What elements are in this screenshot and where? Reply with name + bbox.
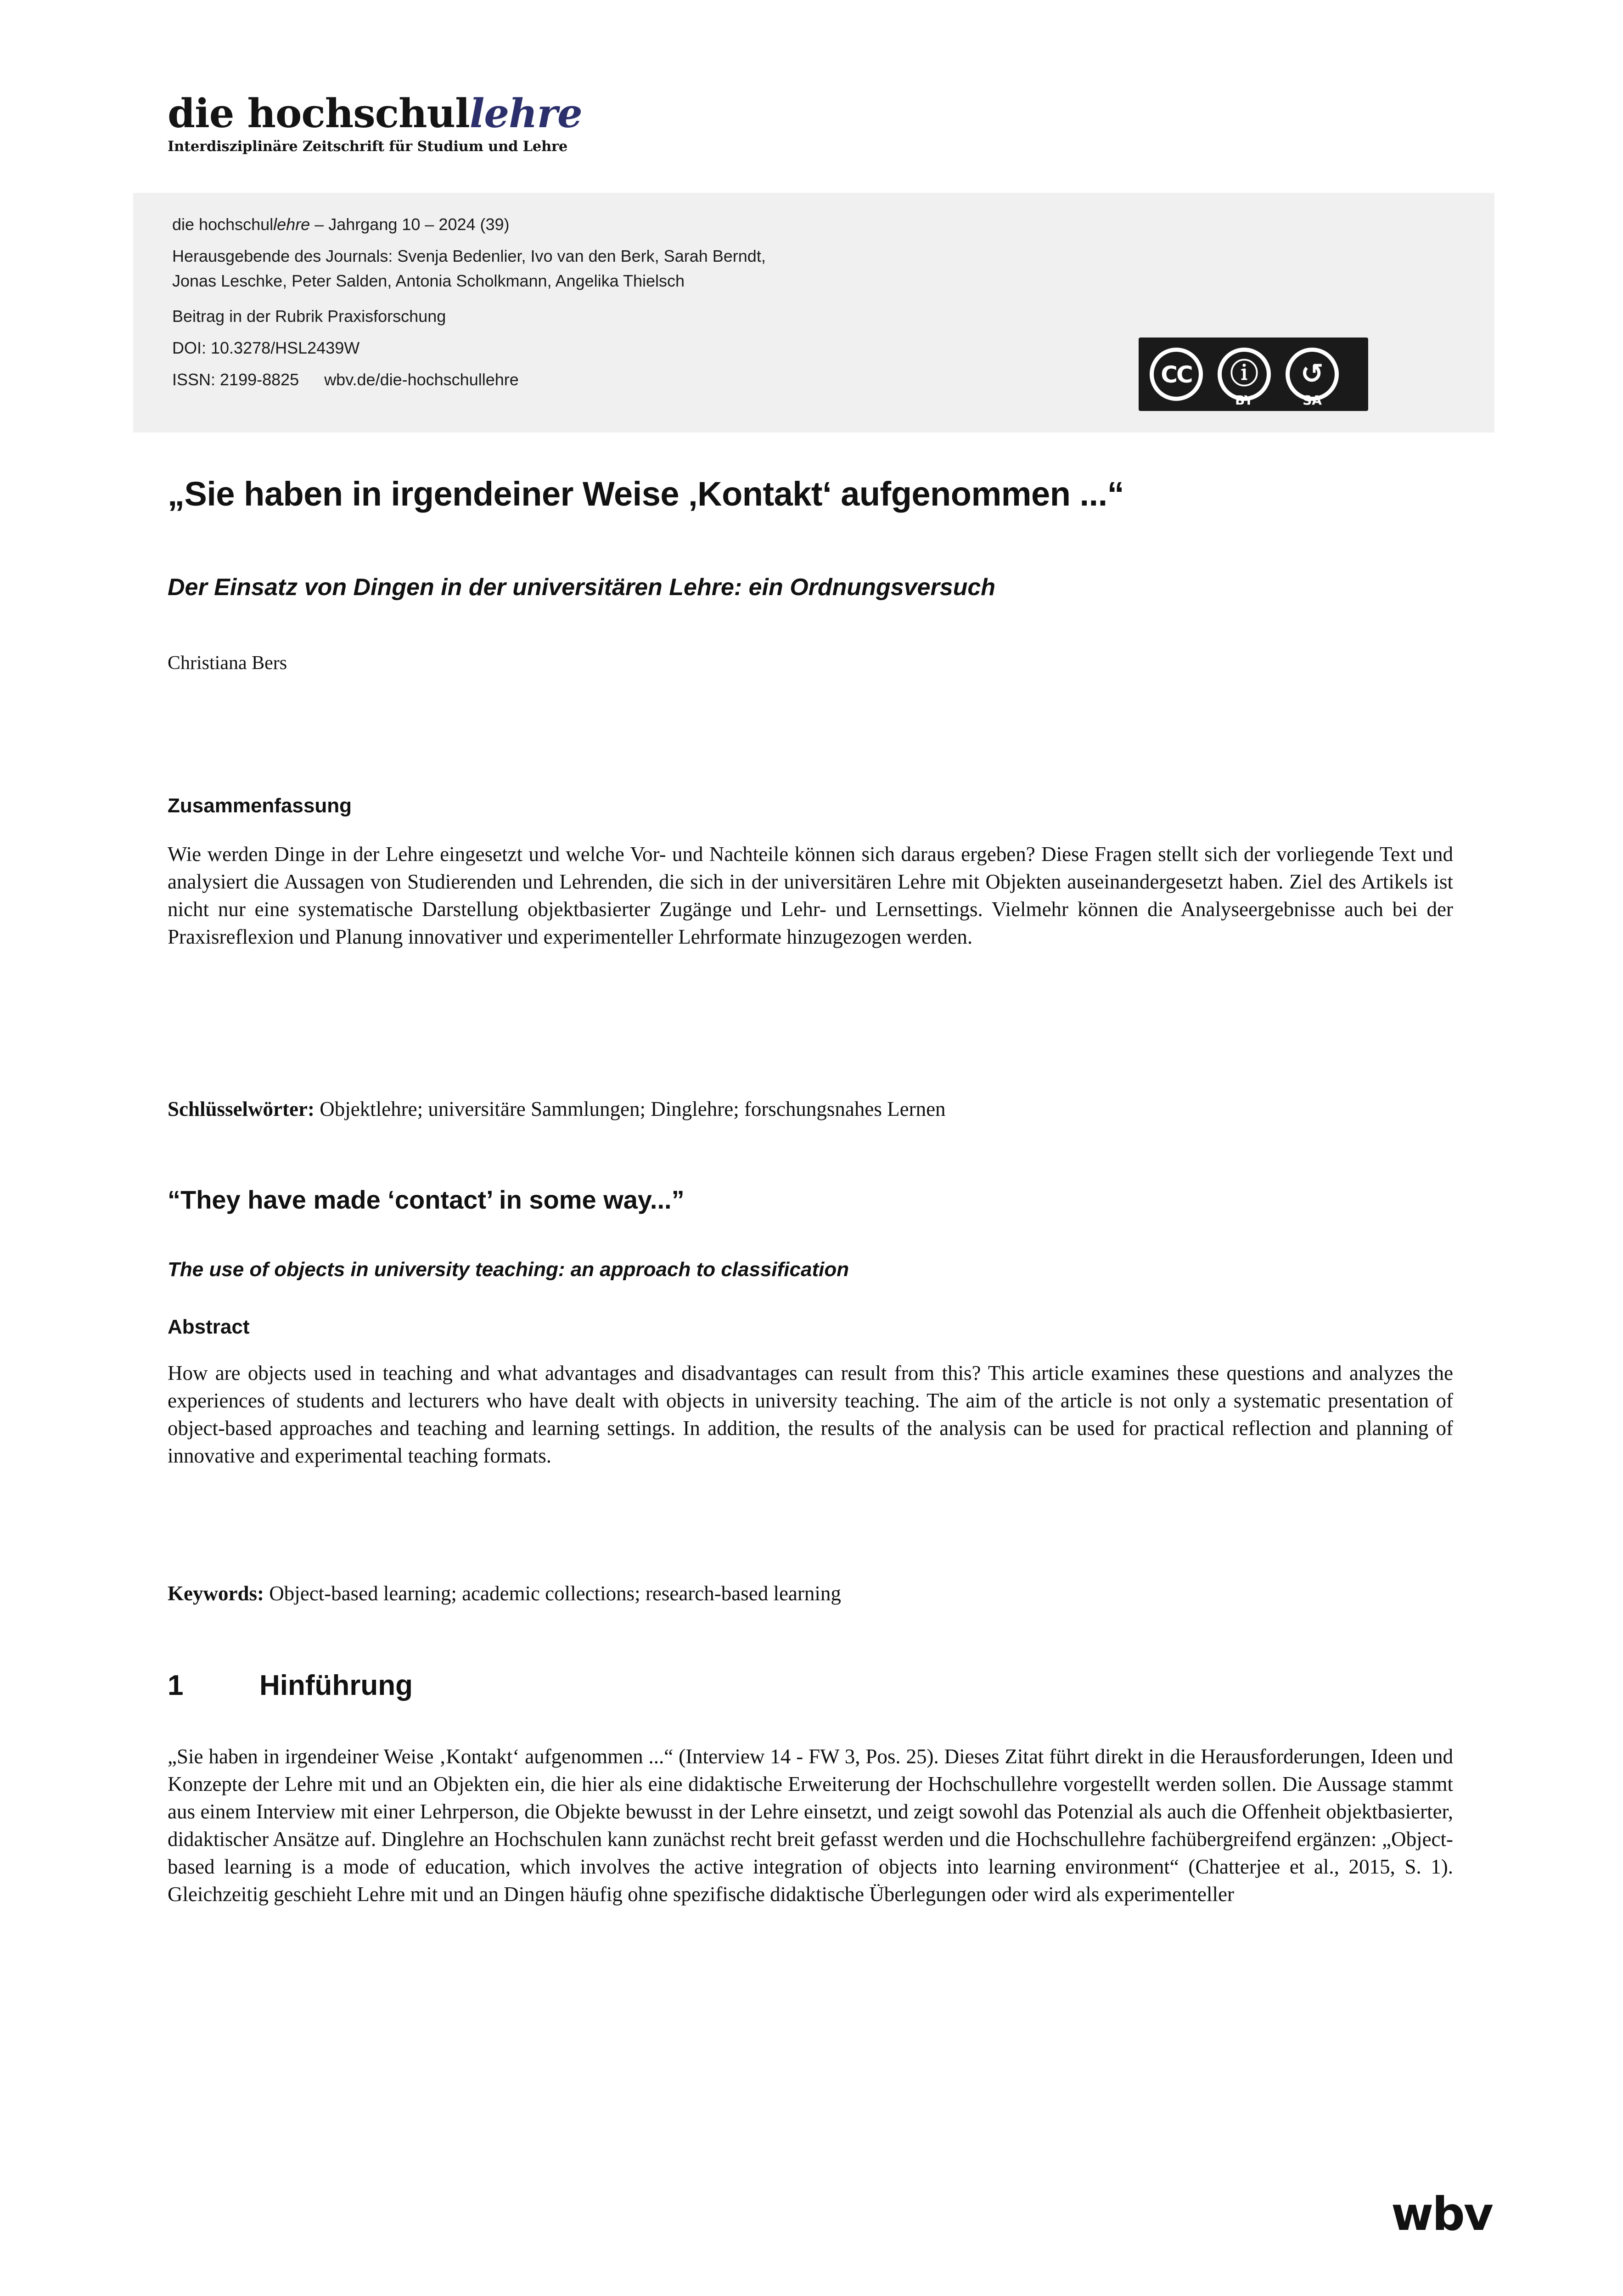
doi-line: DOI: 10.3278/HSL2439W xyxy=(172,338,360,357)
cc-by-icon: ⓘ xyxy=(1218,348,1271,401)
journal-subtitle: Interdisziplinäre Zeitschrift für Studium und Lehre xyxy=(168,138,568,155)
editors-line-2: Jonas Leschke, Peter Salden, Antonia Scholkmann, Angelika Thielsch xyxy=(172,271,685,291)
article-subtitle-en: The use of objects in university teaching: an approach to classification xyxy=(168,1258,849,1281)
keywords-de-label: Schlüsselwörter: xyxy=(168,1097,314,1120)
rubric-line: Beitrag in der Rubrik Praxisforschung xyxy=(172,307,446,326)
keywords-en-label: Keywords: xyxy=(168,1582,264,1605)
editors-line-1: Herausgebende des Journals: Svenja Bedenlier, Ivo van den Berk, Sarah Berndt, xyxy=(172,246,766,265)
issue-line xyxy=(172,212,1182,237)
keywords-de-value: Objektlehre; universitäre Sammlungen; Dinglehre; forschungsnahes Lernen xyxy=(320,1097,946,1120)
editors-block xyxy=(172,244,1182,294)
creative-commons-licence-badge[interactable] xyxy=(1139,338,1368,411)
abstract-de-text: Wie werden Dinge in der Lehre eingesetzt und welche Vor- und Nachteile können sich daraus ergeben? Diese Fragen stellt sich der vorliegende Text und analysiert die Aussagen von Studierenden und Lehrenden, die sich in der universitären Lehre mit Objekten auseinandergesetzt haben. Ziel des Artikels ist nicht nur eine systematische Darstellung objektbasierter Zugänge und Lehr- und Lernsettings. Vielmehr können die Analyseergebnisse auch bei der Praxisreflexion und Planung innovativer und experimenteller Lehrformate hinzugezogen werden. xyxy=(168,843,1453,949)
cc-icon: CC xyxy=(1150,348,1203,401)
issue-suffix: – Jahrgang 10 – 2024 (39) xyxy=(310,215,510,234)
article-title-en: “They have made ‘contact’ in some way...” xyxy=(168,1185,685,1214)
journal-title-part2: lehre xyxy=(469,90,582,137)
section-1-text: „Sie haben in irgendeiner Weise ‚Kontakt‘ aufgenommen ...“ (Interview 14 - FW 3, Pos. 25). Dieses Zitat führt direkt in die Herausforderungen, Ideen und Konzepte der Lehre mit und an Objekten ein, die hier als eine didaktische Erweiterung der Hochschullehre vorgestellt werden sollen. Die Aussage stammt aus einem Interview mit einer Lehrperson, die Objekte bewusst in der Lehre einsetzt, und zeigt sowohl das Potenzial als auch die Offenheit objektbasierter, didaktischer Ansätze auf. Dinglehre an Hochschulen kann zunächst recht breit gefasst werden und die Hochschullehre fachübergreifend ergänzen: „Object-based learning is a mode of education, which involves the active integration of objects into learning environment“ (Chatterjee et al., 2015, S. 1). Gleichzeitig geschieht Lehre mit und an Dingen häufig ohne spezifische didaktische Überlegungen oder wird als experimenteller xyxy=(168,1745,1453,1906)
cc-sa-icon: ↺ xyxy=(1286,348,1339,401)
abstract-en-heading: Abstract xyxy=(168,1316,250,1338)
issue-prefix: die hochschul xyxy=(172,215,274,234)
issn-line xyxy=(172,367,1182,393)
section-1-title: Hinführung xyxy=(259,1670,413,1701)
infobar-text xyxy=(172,212,1182,392)
journal-title xyxy=(168,90,677,137)
keywords-en xyxy=(168,1580,1453,1607)
article-title: „Sie haben in irgendeiner Weise ‚Kontakt‘ aufgenommen ...“ xyxy=(168,475,1124,513)
journal-masthead xyxy=(168,90,677,155)
article-subtitle: Der Einsatz von Dingen in der universitären Lehre: ein Ordnungsversuch xyxy=(168,574,996,601)
publisher-logo: wbv xyxy=(1391,2187,1492,2241)
journal-title-part1: die hochschul xyxy=(168,90,470,137)
article-author: Christiana Bers xyxy=(168,653,287,674)
keywords-de xyxy=(168,1095,1453,1123)
cc-sa-label: SA xyxy=(1303,393,1322,408)
section-1-number: 1 xyxy=(168,1670,184,1701)
issn-value: ISSN: 2199-8825 xyxy=(172,370,299,389)
issue-italic: lehre xyxy=(273,215,310,234)
keywords-en-value: Object-based learning; academic collections; research-based learning xyxy=(269,1582,841,1605)
journal-url[interactable]: wbv.de/die-hochschullehre xyxy=(324,370,519,389)
cc-by-label: BY xyxy=(1235,393,1254,408)
abstract-en-text: How are objects used in teaching and what advantages and disadvantages can result from this? This article examines these questions and analyzes the experiences of students and lecturers who have dealt with objects in university teaching. The aim of the article is not only a systematic presentation of object-based approaches and teaching and learning settings. In addition, the results of the analysis can be used for practical reflection and planning of innovative and experimental teaching formats. xyxy=(168,1362,1453,1468)
abstract-de-heading: Zusammenfassung xyxy=(168,794,352,817)
section-1-heading xyxy=(168,1669,1453,1702)
